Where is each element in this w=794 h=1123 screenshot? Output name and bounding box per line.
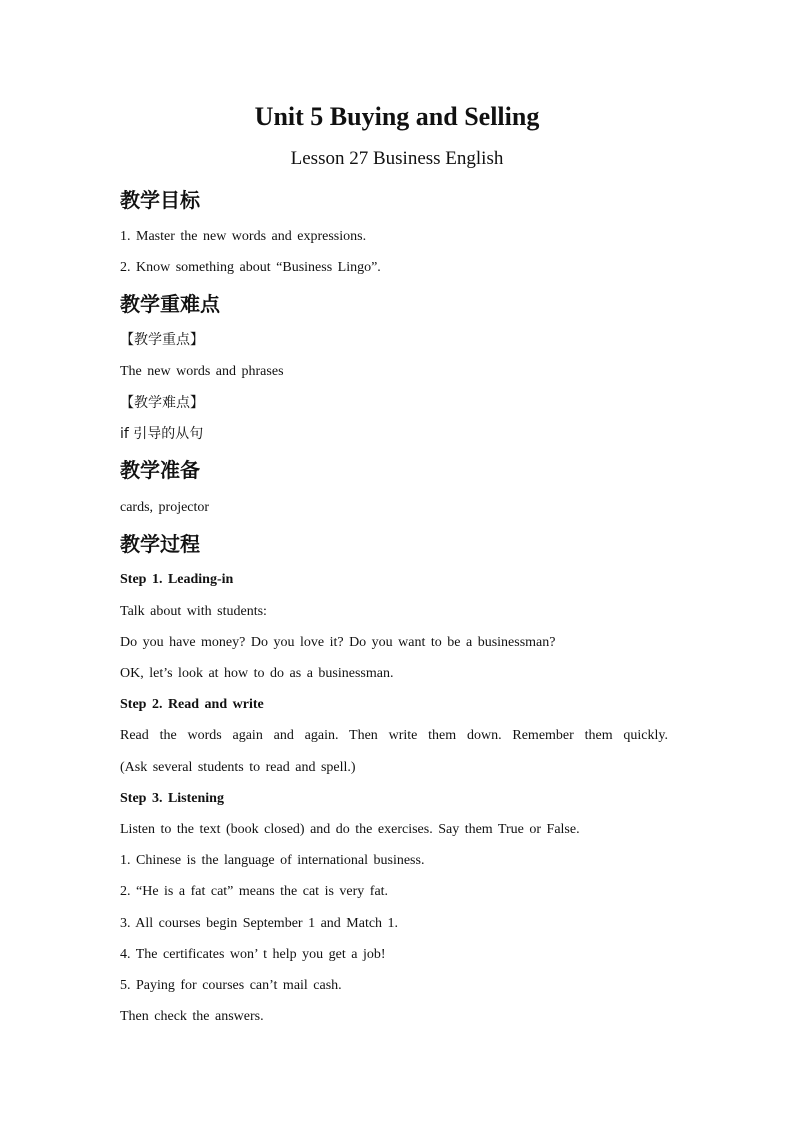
step-line: Talk about with students:: [120, 604, 267, 619]
goal-item: 1. Master the new words and expressions.: [120, 229, 367, 244]
goal-item: 2. Know something about “Business Lingo”.: [120, 260, 381, 275]
document-subtitle: Lesson 27 Business English: [290, 148, 504, 169]
step-line: (Ask several students to read and spell.): [120, 760, 356, 775]
step-line: Do you have money? Do you love it? Do you want to be a businessman?: [120, 635, 556, 650]
exercise-item: 5. Paying for courses can’t mail cash.: [120, 978, 342, 993]
step-title: Step 2. Read and write: [120, 697, 264, 712]
document-title: Unit 5 Buying and Selling: [254, 102, 540, 131]
step-outro: Then check the answers.: [120, 1009, 264, 1024]
section-heading-process: 教学过程: [120, 532, 200, 556]
section-heading-preparation: 教学准备: [120, 458, 200, 482]
exercise-item: 1. Chinese is the language of international business.: [120, 853, 425, 868]
step-title: Step 3. Listening: [120, 791, 224, 806]
preparation-text: cards, projector: [120, 500, 210, 515]
exercise-item: 3. All courses begin September 1 and Match 1.: [120, 916, 399, 931]
focus-text: The new words and phrases: [120, 364, 284, 379]
exercise-item: 2. “He is a fat cat” means the cat is very fat.: [120, 884, 389, 899]
step-intro: Listen to the text (book closed) and do the exercises. Say them True or False.: [120, 822, 580, 837]
step-line: OK, let’s look at how to do as a businessman.: [120, 666, 394, 681]
difficulty-label: 【教学难点】: [120, 395, 204, 411]
section-heading-key-points: 教学重难点: [120, 292, 220, 316]
section-heading-goals: 教学目标: [120, 188, 200, 212]
step-title: Step 1. Leading-in: [120, 572, 234, 587]
focus-label: 【教学重点】: [120, 332, 204, 348]
difficulty-text: if 引导的从句: [120, 426, 204, 442]
step-line: Read the words again and again. Then write them down. Remember them quickly.: [120, 728, 668, 743]
exercise-item: 4. The certificates won’ t help you get a job!: [120, 947, 386, 962]
